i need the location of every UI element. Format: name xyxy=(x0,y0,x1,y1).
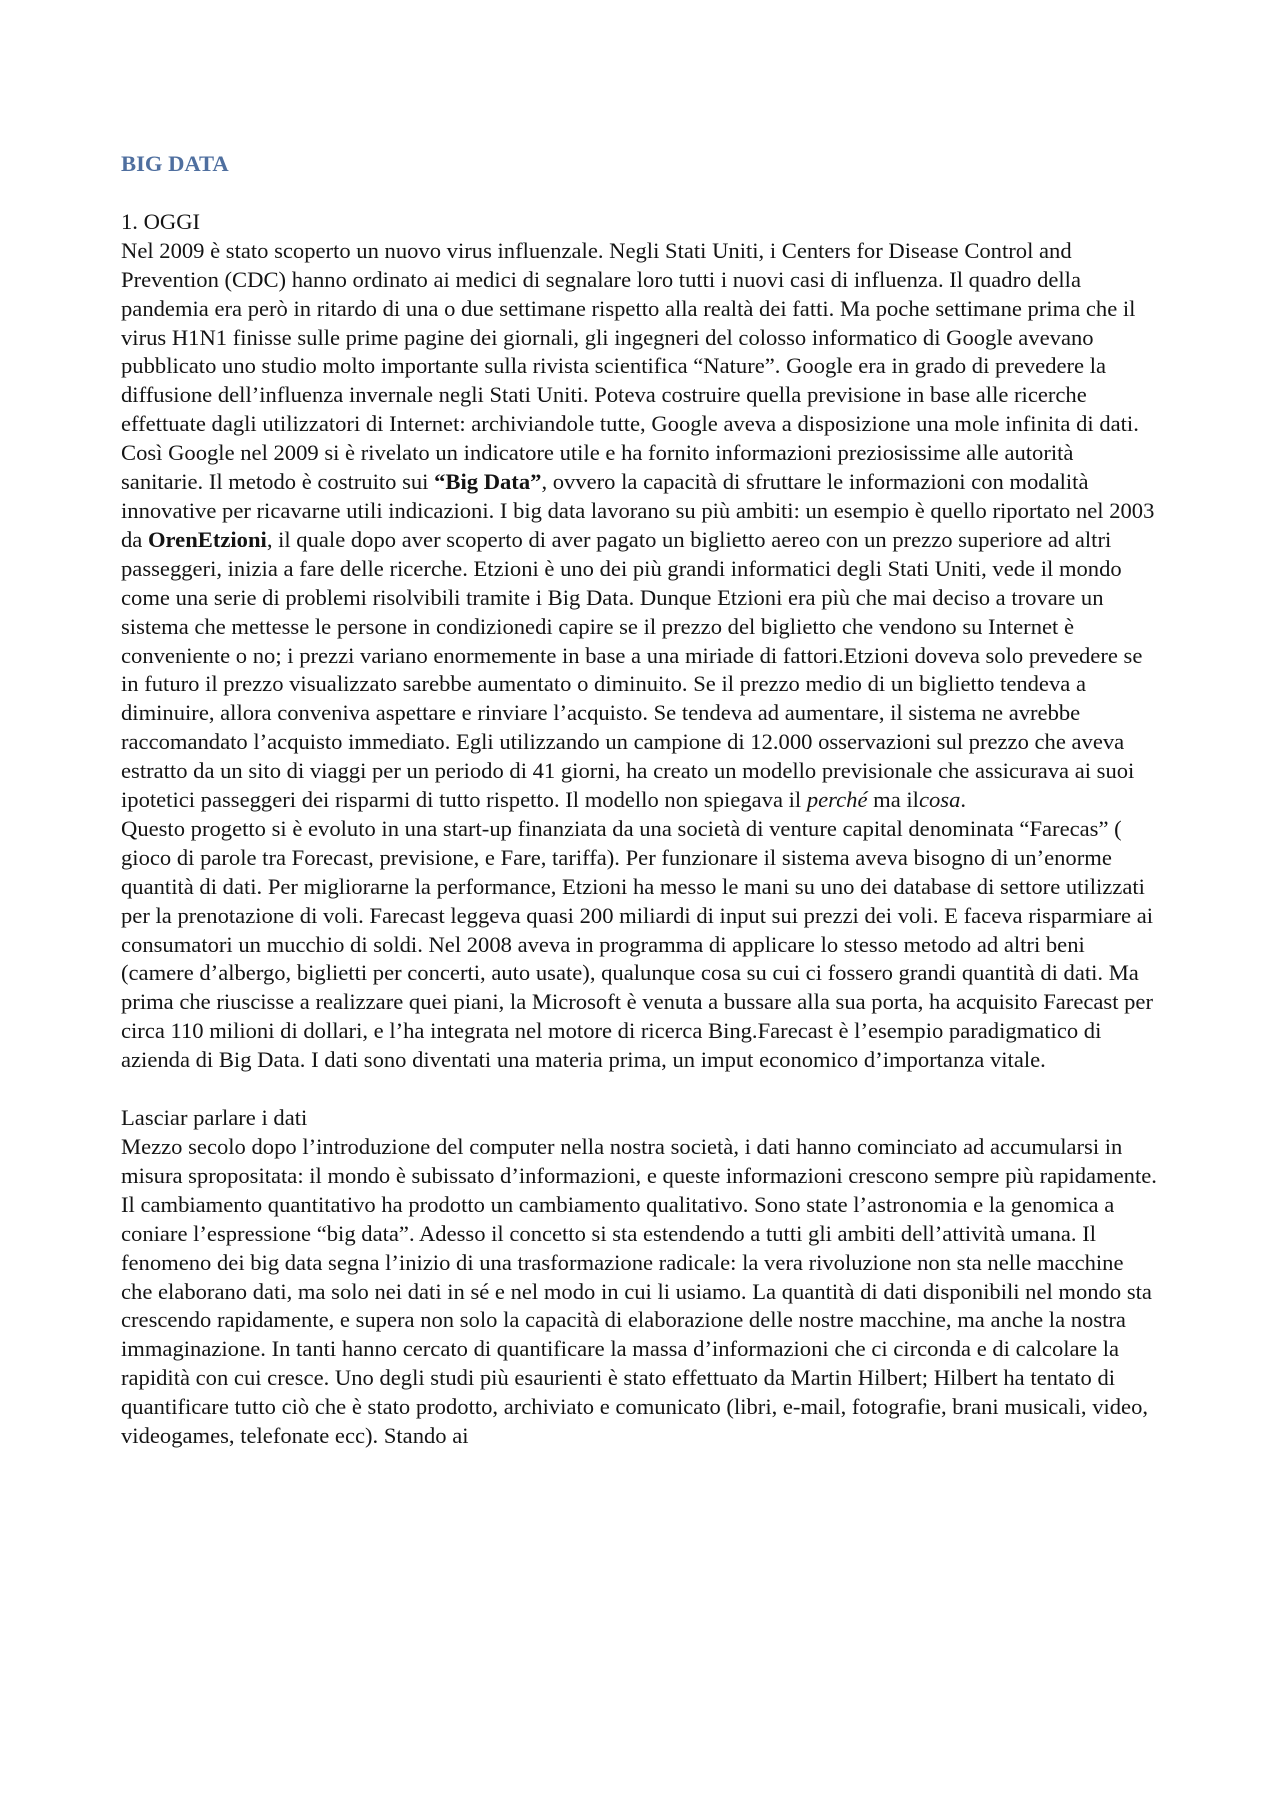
paragraph-google-flu xyxy=(121,237,1160,815)
section-heading-oggi: 1. OGGI xyxy=(121,208,201,234)
para1-run-2: , ovvero la capacità di sfruttare le informazioni con modalità innovative per ricavarne utili indicazioni. I big data lavorano su più ambiti: un esempio è quello riportato nel 2003 da xyxy=(121,469,1155,552)
para1-run-oren-etzioni: OrenEtzioni xyxy=(147,526,267,552)
paragraph-data-growth: Mezzo secolo dopo l’introduzione del computer nella nostra società, i dati hanno cominciato ad accumularsi in misura spropositata: il mondo è subissato d’informazioni, e queste informazioni crescono sempre più rapidamente. Il cambiamento quantitativo ha prodotto un cambiamento qualitativo. Sono state l’astronomia e la genomica a coniare l’espressione “big data”. Adesso il concetto si sta estendendo a tutti gli ambiti dell’attività umana. Il fenomeno dei big data segna l’inizio di una trasformazione radicale: la vera rivoluzione non sta nelle macchine che elaborano dati, ma solo nei dati in sé e nel modo in cui li usiamo. La quantità di dati disponibili nel mondo sta crescendo rapidamente, e supera non solo la capacità di elaborazione delle nostre macchine, ma anche la nostra immaginazione. In tanti hanno cercato di quantificare la massa d’informazioni che ci circonda e di calcolare la rapidità con cui cresce. Uno degli studi più esaurienti è stato effettuato da Martin Hilbert; Hilbert ha tentato di quantificare tutto ciò che è stato prodotto, archiviato e comunicato (libri, e-mail, fotografie, brani musicali, video, videogames, telefonate ecc). Stando ai xyxy=(121,1134,1157,1449)
para1-run-6: ma il xyxy=(867,787,919,813)
paragraph-farecast: Questo progetto si è evoluto in una start-up finanziata da una società di venture capital denominata “Farecas” ( gioco di parole tra Forecast, previsione, e Fare, tariffa). Per funzionare il sistema aveva bisogno di un’enorme quantità di dati. Per migliorarne la performance, Etzioni ha messo le mani su uno dei database di settore utilizzati per la prenotazione di voli. Farecast leggeva quasi 200 miliardi di input sui prezzi dei voli. E faceva risparmiare ai consumatori un mucchio di soldi. Nel 2008 aveva in programma di applicare lo stesso metodo ad altri beni (camere d’albergo, biglietti per concerti, auto usate), qualunque cosa su cui ci fossero grandi quantità di dati. Ma prima che riuscisse a realizzare quei piani, la Microsoft è venuta a bussare alla sua porta, ha acquisito Farecast per circa 110 milioni di dollari, e l’ha integrata nel motore di ricerca Bing.Farecast è l’esempio paradigmatico di azienda di Big Data. I dati sono diventati una materia prima, un imput economico d’importanza vitale. xyxy=(121,815,1154,1073)
para1-run-0: Nel 2009 è stato scoperto un nuovo virus influenzale. Negli Stati Uniti, i Centers for Disease Control and Prevention (CDC) hanno ordinato ai medici di segnalare loro tutti i nuovi casi di influenza. Il quadro della pandemia era però in ritardo di una o due settimane rispetto alla realtà dei fatti. Ma poche settimane prima che il virus H1N1 finisse sulle prime pagine dei giornali, gli ingegneri del colosso informatico di Google avevano pubblicato uno studio molto importante sulla rivista scientifica “Nature”. Google era in grado di prevedere la diffusione dell’influenza invernale negli Stati Uniti. Poteva costruire quella previsione in base alle ricerche effettuate dagli utilizzatori di Internet: archiviandole tutte, Google aveva a disposizione una mole infinita di dati. Così Google nel 2009 si è rivelato un indicatore utile e ha fornito informazioni preziosissime alle autorità sanitarie. Il metodo è costruito sui xyxy=(121,237,1139,495)
para1-run-big-data: “Big Data” xyxy=(434,469,542,495)
para1-run-perche: perché xyxy=(806,787,868,813)
document-title: BIG DATA xyxy=(121,151,229,176)
section-heading-lasciar-parlare: Lasciar parlare i dati xyxy=(121,1105,308,1131)
para1-run-4: , il quale dopo aver scoperto di aver pagato un biglietto aereo con un prezzo superiore ad altri passeggeri, inizia a fare delle ricerche. Etzioni è uno dei più grandi informatici degli Stati Uniti, vede il mondo come una serie di problemi risolvibili tramite i Big Data. Dunque Etzioni era più che mai deciso a trovare un sistema che mettesse le persone in condizionedi capire se il prezzo del biglietto che vendono su Internet è conveniente o no; i prezzi variano enormemente in base a una miriade di fattori.Etzioni doveva solo prevedere se in futuro il prezzo visualizzato sarebbe aumentato o diminuito. Se il prezzo medio di un biglietto tendeva a diminuire, allora conveniva aspettare e rinviare l’acquisto. Se tendeva ad aumentare, il sistema ne avrebbe raccomandato l’acquisto immediato. Egli utilizzando un campione di 12.000 osservazioni sul prezzo che aveva estratto da un sito di viaggi per un periodo di 41 giorni, ha creato un modello previsionale che assicurava ai suoi ipotetici passeggeri dei risparmi di tutto rispetto. Il modello non spiegava il xyxy=(121,526,1143,813)
para1-run-cosa: cosa xyxy=(918,787,961,813)
para1-run-8: . xyxy=(960,787,967,813)
